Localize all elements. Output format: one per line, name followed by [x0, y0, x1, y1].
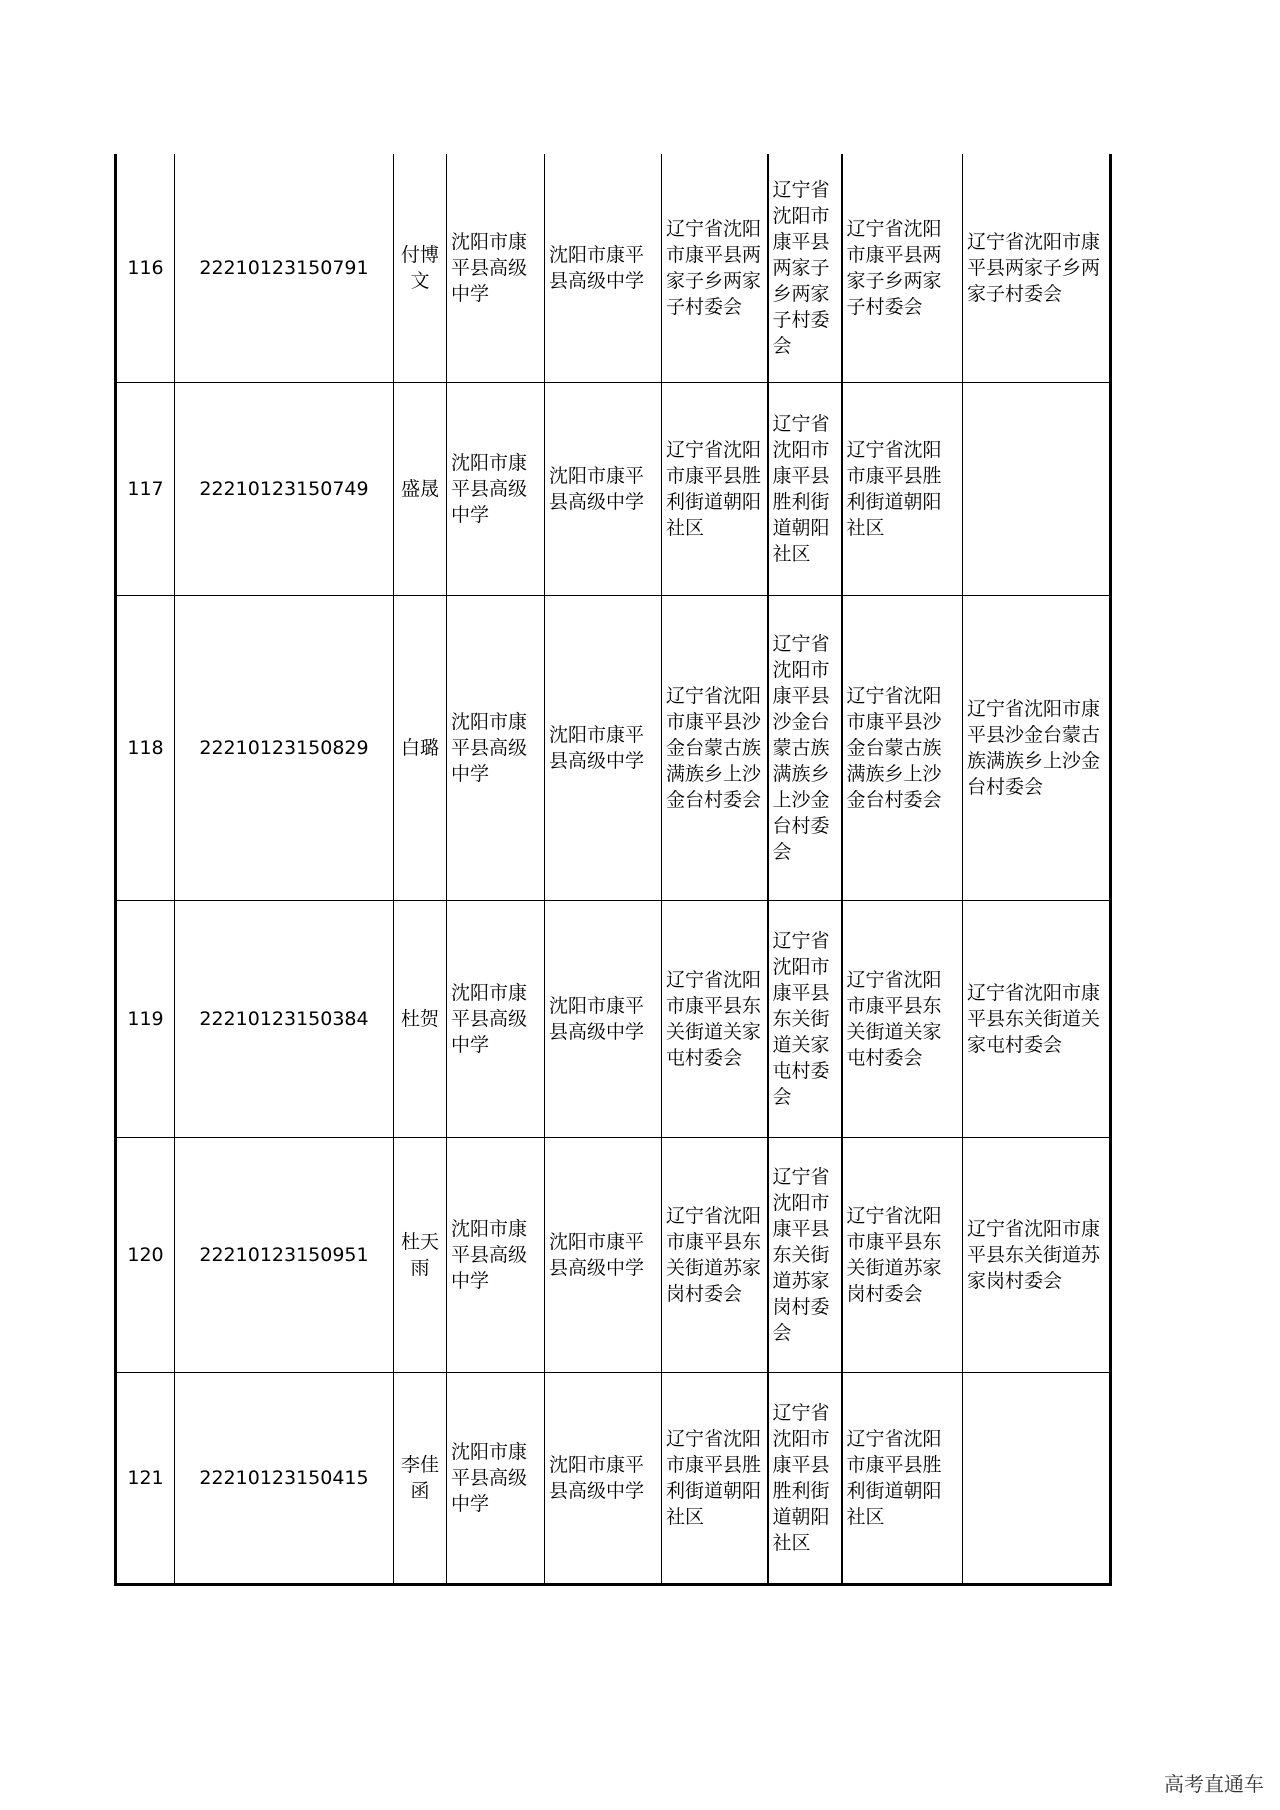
cell-exam-id: 22210123150791	[175, 154, 394, 382]
cell-address-b: 辽宁省沈阳市康平县沙金台蒙古族满族乡上沙金台村委会	[768, 595, 842, 900]
cell-number: 119	[116, 900, 175, 1137]
cell-school-alt: 沈阳市康平县高级中学	[545, 382, 662, 595]
cell-number: 121	[116, 1372, 175, 1584]
cell-address-b: 辽宁省沈阳市康平县胜利街道朝阳社区	[768, 382, 842, 595]
table-row	[116, 900, 1111, 1137]
cell-school: 沈阳市康平县高级中学	[447, 1137, 545, 1372]
cell-address-c: 辽宁省沈阳市康平县东关街道关家屯村委会	[842, 900, 963, 1137]
cell-school-alt: 沈阳市康平县高级中学	[545, 1137, 662, 1372]
cell-address-d	[963, 382, 1111, 595]
cell-address-a: 辽宁省沈阳市康平县两家子乡两家子村委会	[662, 154, 768, 382]
cell-address-d: 辽宁省沈阳市康平县两家子乡两家子村委会	[963, 154, 1111, 382]
cell-school: 沈阳市康平县高级中学	[447, 900, 545, 1137]
table-row	[116, 1137, 1111, 1372]
table-row	[116, 595, 1111, 900]
cell-address-b: 辽宁省沈阳市康平县胜利街道朝阳社区	[768, 1372, 842, 1584]
cell-school: 沈阳市康平县高级中学	[447, 154, 545, 382]
cell-student-name: 付博文	[394, 154, 447, 382]
student-table	[114, 154, 1112, 1586]
cell-address-a: 辽宁省沈阳市康平县胜利街道朝阳社区	[662, 1372, 768, 1584]
cell-exam-id: 22210123150415	[175, 1372, 394, 1584]
cell-address-c: 辽宁省沈阳市康平县沙金台蒙古族满族乡上沙金台村委会	[842, 595, 963, 900]
cell-number: 118	[116, 595, 175, 900]
cell-address-c: 辽宁省沈阳市康平县胜利街道朝阳社区	[842, 382, 963, 595]
cell-school-alt: 沈阳市康平县高级中学	[545, 1372, 662, 1584]
cell-address-d: 辽宁省沈阳市康平县东关街道苏家岗村委会	[963, 1137, 1111, 1372]
cell-address-c: 辽宁省沈阳市康平县两家子乡两家子村委会	[842, 154, 963, 382]
cell-number: 116	[116, 154, 175, 382]
cell-student-name: 盛晟	[394, 382, 447, 595]
cell-address-d: 辽宁省沈阳市康平县沙金台蒙古族满族乡上沙金台村委会	[963, 595, 1111, 900]
table-row	[116, 1372, 1111, 1584]
cell-student-name: 白璐	[394, 595, 447, 900]
table-row	[116, 154, 1111, 382]
cell-address-c: 辽宁省沈阳市康平县胜利街道朝阳社区	[842, 1372, 963, 1584]
cell-exam-id: 22210123150829	[175, 595, 394, 900]
cell-school-alt: 沈阳市康平县高级中学	[545, 900, 662, 1137]
cell-school: 沈阳市康平县高级中学	[447, 595, 545, 900]
cell-school: 沈阳市康平县高级中学	[447, 382, 545, 595]
cell-address-d	[963, 1372, 1111, 1584]
cell-address-a: 辽宁省沈阳市康平县胜利街道朝阳社区	[662, 382, 768, 595]
cell-exam-id: 22210123150951	[175, 1137, 394, 1372]
cell-exam-id: 22210123150749	[175, 382, 394, 595]
cell-school: 沈阳市康平县高级中学	[447, 1372, 545, 1584]
cell-address-a: 辽宁省沈阳市康平县东关街道苏家岗村委会	[662, 1137, 768, 1372]
cell-number: 117	[116, 382, 175, 595]
watermark-text: 高考直通车	[1164, 1772, 1264, 1796]
cell-address-b: 辽宁省沈阳市康平县东关街道苏家岗村委会	[768, 1137, 842, 1372]
cell-number: 120	[116, 1137, 175, 1372]
cell-student-name: 李佳函	[394, 1372, 447, 1584]
cell-address-a: 辽宁省沈阳市康平县东关街道关家屯村委会	[662, 900, 768, 1137]
cell-exam-id: 22210123150384	[175, 900, 394, 1137]
cell-address-b: 辽宁省沈阳市康平县东关街道关家屯村委会	[768, 900, 842, 1137]
cell-school-alt: 沈阳市康平县高级中学	[545, 154, 662, 382]
cell-address-d: 辽宁省沈阳市康平县东关街道关家屯村委会	[963, 900, 1111, 1137]
cell-school-alt: 沈阳市康平县高级中学	[545, 595, 662, 900]
cell-address-c: 辽宁省沈阳市康平县东关街道苏家岗村委会	[842, 1137, 963, 1372]
table-body	[116, 154, 1111, 1585]
cell-address-b: 辽宁省沈阳市康平县两家子乡两家子村委会	[768, 154, 842, 382]
cell-address-a: 辽宁省沈阳市康平县沙金台蒙古族满族乡上沙金台村委会	[662, 595, 768, 900]
table-row	[116, 382, 1111, 595]
cell-student-name: 杜贺	[394, 900, 447, 1137]
cell-student-name: 杜天雨	[394, 1137, 447, 1372]
